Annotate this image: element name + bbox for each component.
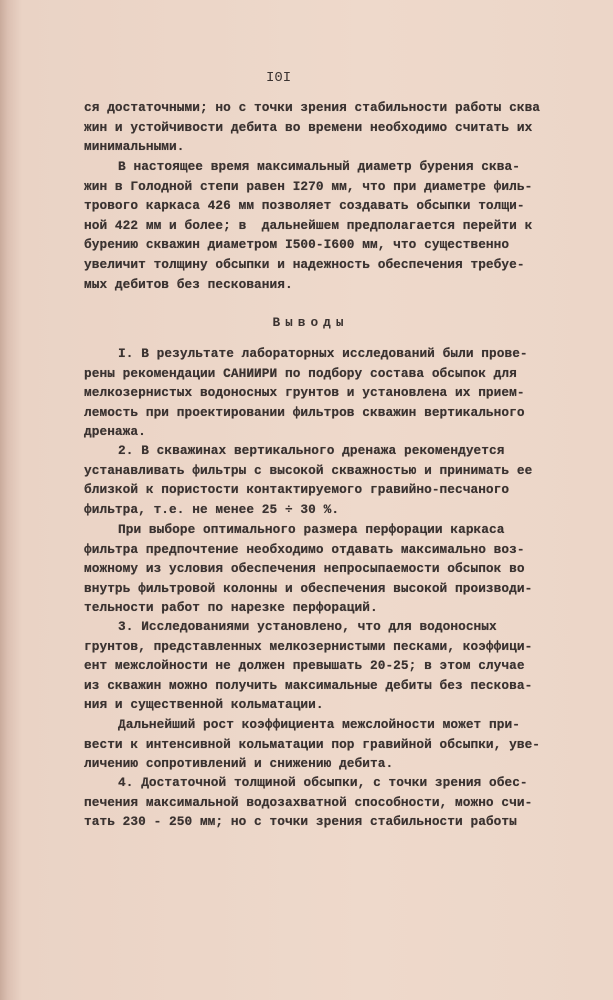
text-line: мелкозернистых водоносных грунтов и установлена их прием-	[84, 385, 525, 401]
text-line: дренажа.	[84, 424, 146, 440]
text-line: увеличит толщину обсыпки и надежность обеспечения требуе-	[84, 256, 525, 272]
text-line: ся достаточными; но с точки зрения стабильности работы сква	[84, 100, 541, 115]
text-line: жин и устойчивости дебита во времени необходимо считать их	[84, 119, 533, 135]
text-line: внутрь фильтровой колонны и обеспечения высокой производи-	[84, 580, 533, 596]
paragraph	[84, 98, 584, 157]
text-line: минимальными.	[84, 139, 185, 155]
text-line: Дальнейший рост коэффициента межслойности может при-	[118, 717, 520, 732]
text-line: из скважин можно получить максимальные дебиты без пескова-	[84, 677, 533, 693]
text-line: жин в Голодной степи равен I270 мм, что при диаметре филь-	[84, 178, 533, 194]
text-line: бурению скважин диаметром I500-I600 мм, что существенно	[84, 237, 510, 253]
paragraph	[84, 715, 584, 774]
paragraph	[84, 773, 584, 832]
text-line: печения максимальной водозахватной способности, можно счи-	[84, 794, 533, 810]
text-line: 2. В скважинах вертикального дренажа рекомендуется	[118, 443, 505, 458]
text-line: фильтра предпочтение необходимо отдавать максимально воз-	[84, 541, 525, 557]
page-number: I0I	[266, 70, 292, 86]
paragraph	[84, 617, 584, 715]
text-line: рены рекомендации САНИИРИ по подбору состава обсыпок для	[84, 365, 517, 381]
text-line: I. В результате лабораторных исследований были прове-	[118, 346, 528, 361]
text-line: фильтра, т.е. не менее 25 ÷ 30 %.	[84, 501, 340, 517]
text-line: ной 422 мм и более; в дальнейшем предполагается перейти к	[84, 217, 533, 233]
text-line: В настоящее время максимальный диаметр бурения сква-	[118, 159, 520, 174]
text-line: лемость при проектировании фильтров скважин вертикального	[84, 404, 525, 420]
text-line: 3. Исследованиями установлено, что для водоносных	[118, 619, 497, 634]
paragraph	[84, 520, 584, 618]
text-line: устанавливать фильтры с высокой скважностью и принимать ее	[84, 462, 533, 478]
text-line: вести к интенсивной кольматации пор гравийной обсыпки, уве-	[84, 736, 541, 752]
text-line: ния и существенной кольматации.	[84, 697, 324, 713]
text-line: При выборе оптимального размера перфорации каркаса	[118, 522, 505, 537]
paragraph	[84, 344, 584, 442]
paragraph	[84, 441, 584, 519]
text-line: грунтов, представленных мелкозернистыми песками, коэффици-	[84, 638, 533, 654]
text-line: 4. Достаточной толщиной обсыпки, с точки зрения обес-	[118, 775, 528, 790]
text-line: можному из условия обеспечения непросыпаемости обсыпок во	[84, 561, 525, 577]
text-line: близкой к пористости контактируемого гравийно-песчаного	[84, 482, 510, 498]
text-line: личению сопротивлений и снижению дебита.	[84, 756, 394, 772]
text-line: ент межслойности не должен превышать 20-25; в этом случае	[84, 658, 525, 674]
paragraph	[84, 157, 584, 294]
text-line: тельности работ по нарезке перфораций.	[84, 600, 378, 616]
section-heading: Выводы	[272, 315, 349, 330]
text-line: тать 230 - 250 мм; но с точки зрения стабильности работы	[84, 814, 517, 830]
text-line: трового каркаса 426 мм позволяет создавать обсыпки толщи-	[84, 198, 525, 214]
text-line: мых дебитов без пескования.	[84, 276, 293, 292]
